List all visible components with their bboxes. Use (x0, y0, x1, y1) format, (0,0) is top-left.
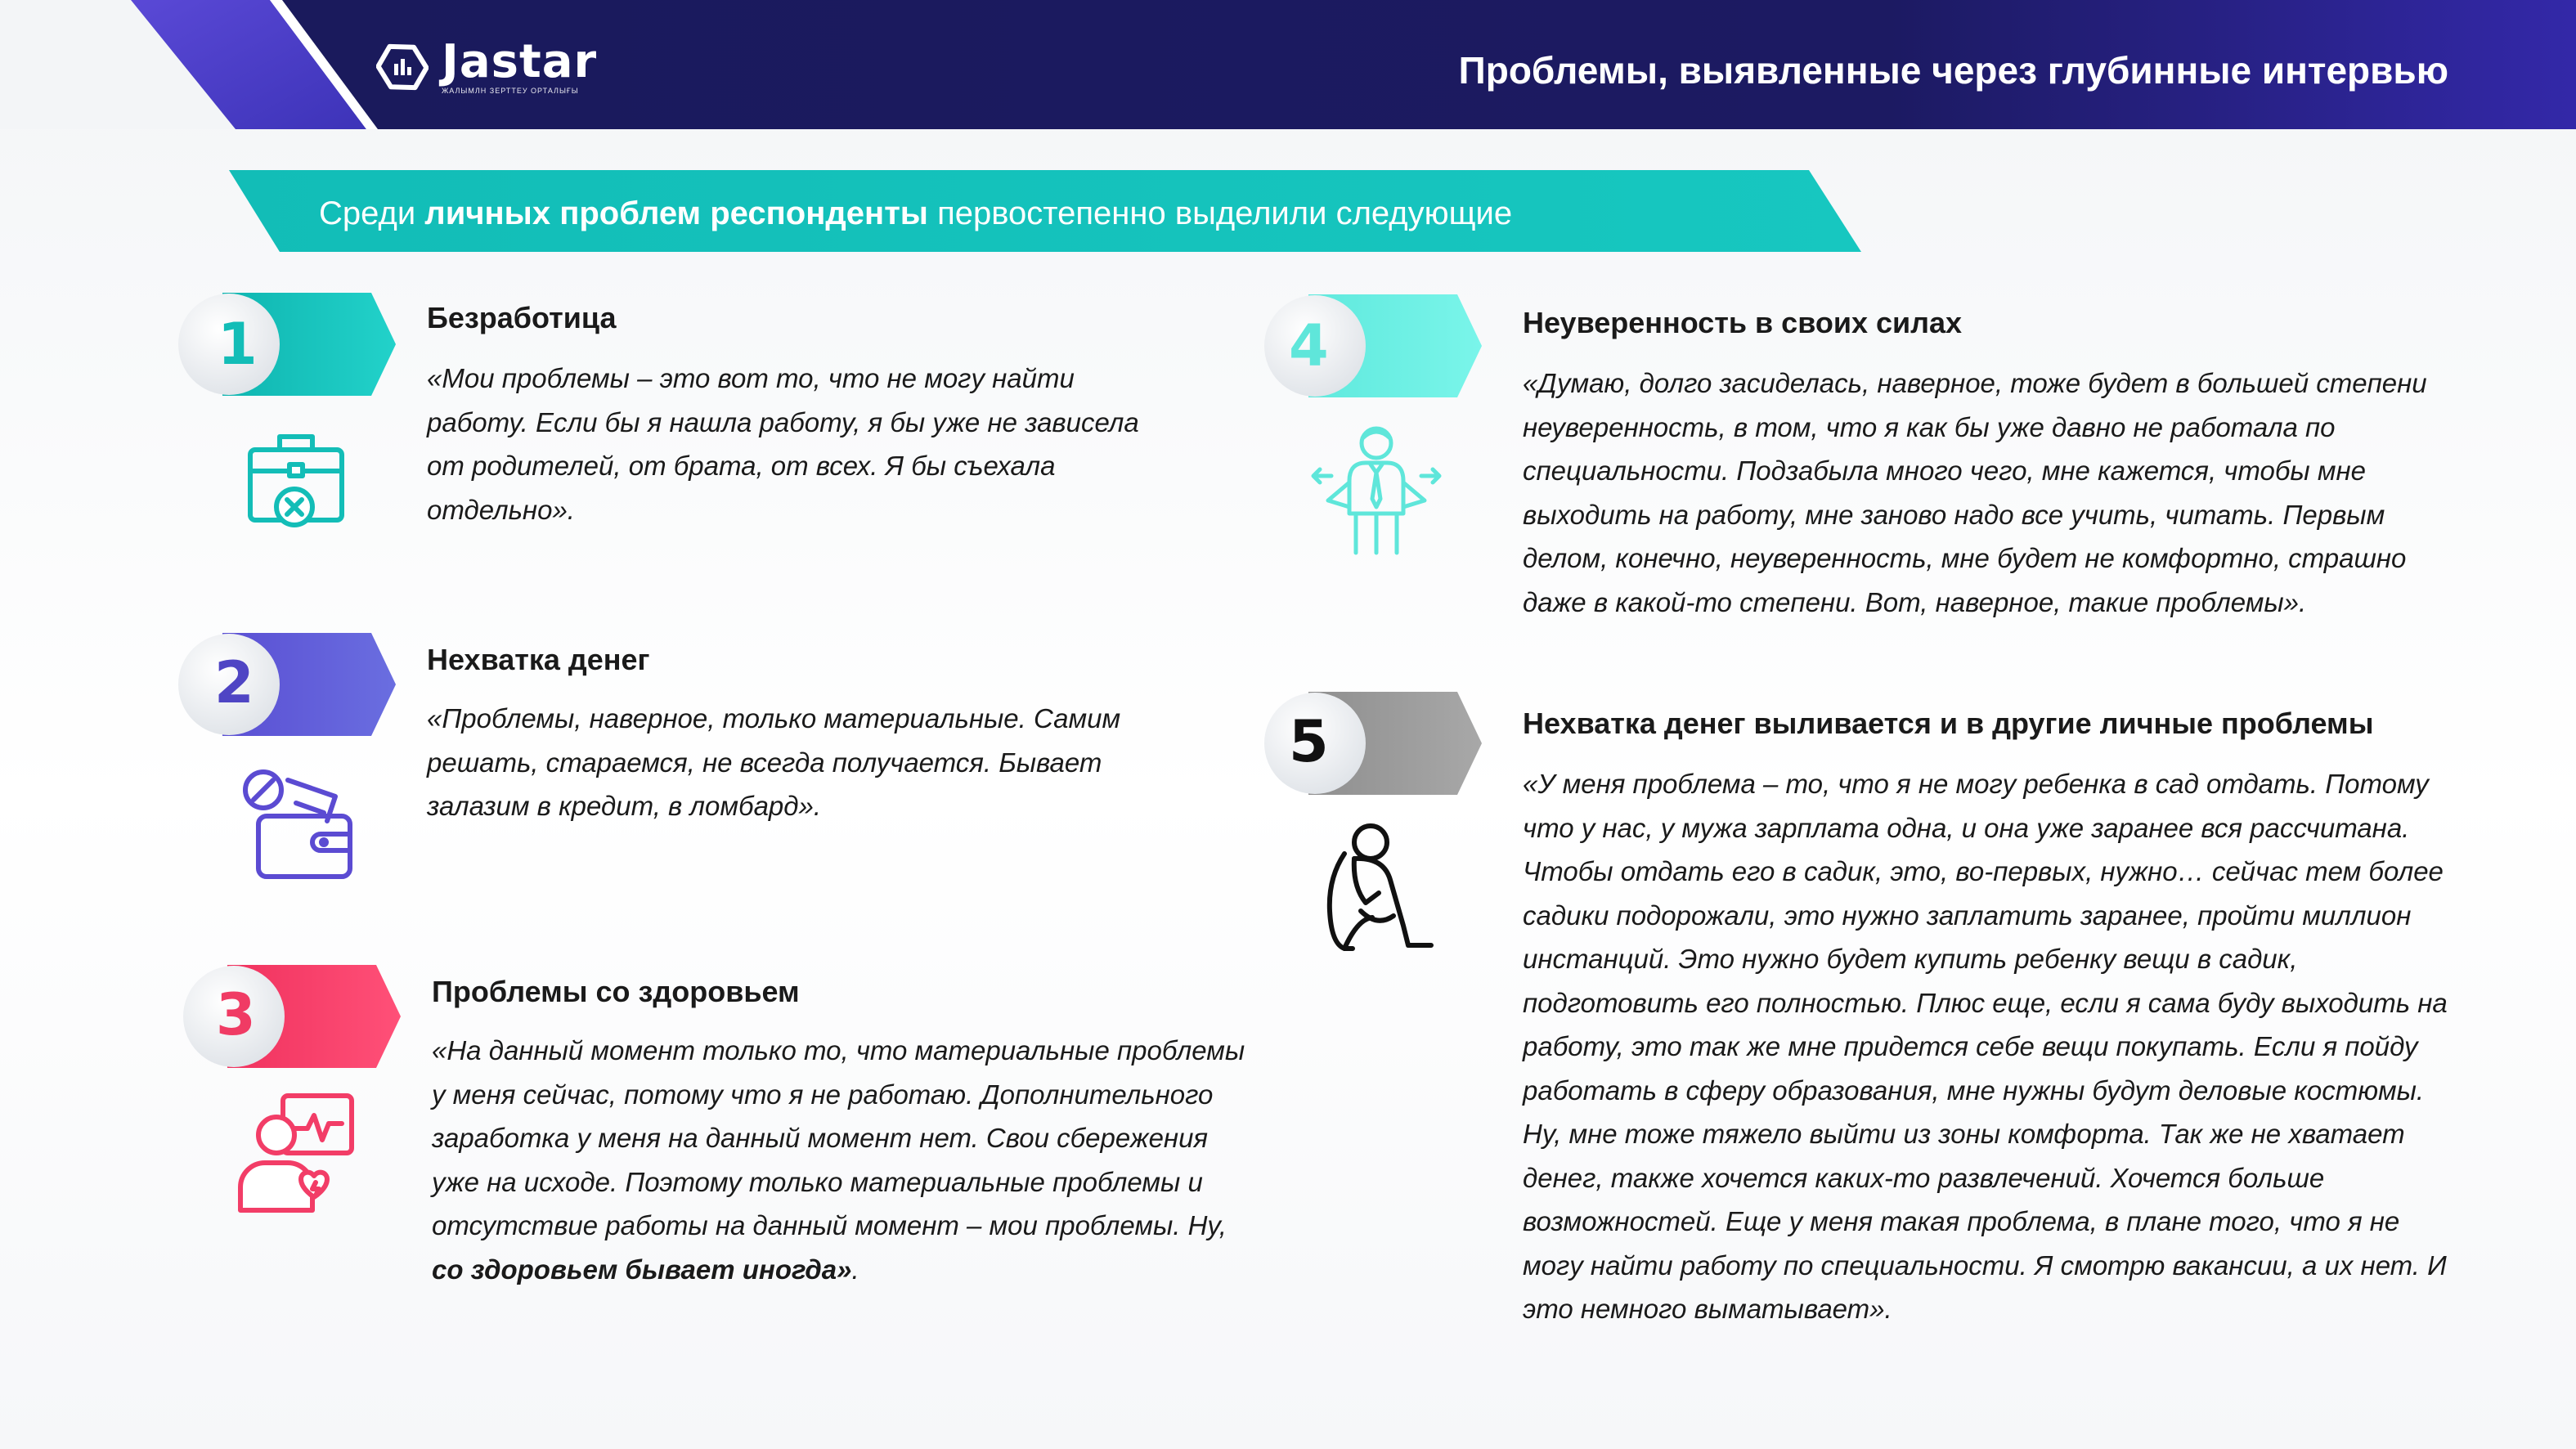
header (0, 0, 2576, 129)
sad-person-icon (1312, 821, 1443, 957)
banner-prefix: Среди (319, 195, 425, 231)
item-quote-bold: со здоровьем бывает иногда» (432, 1254, 852, 1285)
item-quote-main: «На данный момент только то, что материальные проблемы у меня сейчас, потому что я не работаю. Дополнительного заработка у меня на данный момент нет. Свои сбережения уже на исходе. Поэтому только материальные проблемы и отсутствие работы на данный момент – мои проблемы. Ну, (432, 1035, 1245, 1240)
item-number: 3 (216, 981, 256, 1048)
page-title: Проблемы, выявленные через глубинные интервью (1458, 49, 2448, 92)
item-title: Неуверенность в своих силах (1523, 306, 1963, 339)
banner-text (319, 191, 1512, 236)
item-number: 2 (214, 649, 254, 716)
item-number: 4 (1289, 312, 1329, 379)
item-quote: «Мои проблемы – это вот то, что не могу найти работу. Если бы я нашла работу, я бы уже не зависела от родителей, от брата, от всех. Я бы съехала отдельно». (427, 363, 1139, 525)
brand-tagline: ЖАЛЫМЛН ЗЕРТТЕУ ОРТАЛЫҒЫ (442, 87, 579, 95)
doubt-person-icon (1308, 422, 1444, 558)
item-number: 5 (1289, 708, 1329, 775)
item-quote (432, 1029, 1250, 1291)
number-badge-3 (178, 962, 407, 1071)
item-quote: «Думаю, долго засиделась, наверное, тоже будет в большей степени неуверенность, в том, что я как бы уже давно не работала по специальности. Подзабыла много чего, мне кажется, чтобы мне выходить на работу, мне заново надо все учить, читать. Первым делом, конечно, неуверенность, мне будет не комфортно, страшно даже в какой-то степени. Вот, наверное, такие проблемы». (1523, 368, 2427, 617)
section-banner (229, 170, 1861, 257)
jastar-logo-icon (376, 41, 429, 93)
brand-name: Jastar (442, 35, 598, 88)
number-badge-2 (173, 630, 402, 739)
banner-bold: личных проблем респонденты (424, 195, 928, 231)
brand-logo (376, 34, 597, 100)
banner-suffix: первостепенно выделили следующие (927, 195, 1513, 231)
number-badge-1 (173, 289, 402, 399)
item-title: Нехватка денег (427, 643, 650, 676)
item-title: Проблемы со здоровьем (432, 975, 800, 1008)
item-title: Безработица (427, 301, 617, 334)
item-quote-end: . (851, 1254, 859, 1285)
item-quote: «У меня проблема – то, что я не могу ребенка в сад отдать. Потому что у нас, у мужа зарплата одна, и она уже заранее вся рассчитана. Чтобы отдать его в садик, это, во-первых, нужно… сейчас тем более садики подорожали, это нужно заплатить заранее, пройти миллион инстанций. Это нужно будет купить ребенку вещи в садик, подготовить его полностью. Плюс еще, если я сама буду выходить на работу, это так же мне придется себе вещи покупать. Если я пойду работать в сферу образования, мне нужны будут деловые костюмы. Ну, мне тоже тяжело выйти из зоны комфорта. Так же не хватает денег, также хочется каких-то развлечений. Хочется больше возможностей. Еще у меня такая проблема, в плане того, что я не могу найти работу по специальности. Я смотрю вакансии, а их нет. И это немного выматывает». (1523, 769, 2448, 1324)
briefcase-x-icon (244, 425, 350, 532)
item-quote: «Проблемы, наверное, только материальные. Самим решать, стараемся, не всегда получается. Бывает залазим в кредит, в ломбард». (427, 703, 1121, 821)
item-number: 1 (218, 311, 258, 378)
wallet-icon (239, 764, 358, 883)
item-title: Нехватка денег выливается и в другие личные проблемы (1523, 707, 2374, 740)
health-person-icon (236, 1091, 358, 1213)
